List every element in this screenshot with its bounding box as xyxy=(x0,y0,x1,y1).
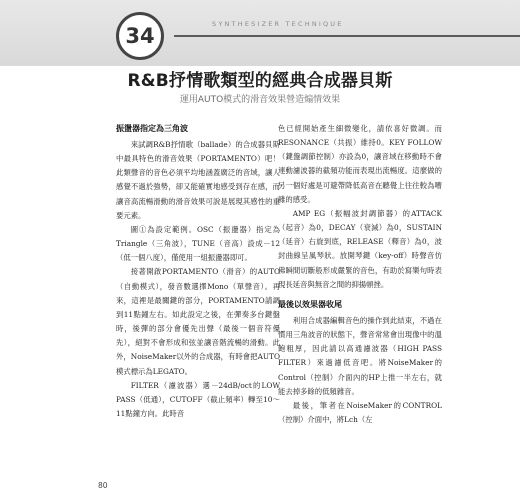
section-heading-effects: 最後以效果器收尾 xyxy=(278,299,342,309)
body-paragraph: 色已經開始產生細微變化，請依喜好微調。而RESONANCE（共振）維持0。KEY FOLLOW（鍵盤調節控制）亦設為0，讓音域在移動時不會連動濾波器的截頻功能而表現出流暢度。這麼做的另一個好處是可避帶降低高音在聽覺上往往較為嘈雜的感受。 xyxy=(278,124,442,204)
right-column xyxy=(278,122,442,427)
left-column xyxy=(116,122,280,421)
page-subtitle: 運用AUTO模式的滑音效果營造煽情效果 xyxy=(179,95,341,105)
body-paragraph: FILTER（濾波器）選－24dB/oct的LOW PASS（低通），CUTOFF（截止頻率）轉至10～11點鐘方向。此時音 xyxy=(116,380,280,418)
body-paragraph: 最後，筆者在NoiseMaker的CONTROL（控制）介面中，將Lch（左 xyxy=(278,400,442,424)
series-label: SYNTHESIZER TECHNIQUE xyxy=(212,20,344,28)
page-number: 80 xyxy=(98,481,108,490)
section-heading-oscillator: 振盪器指定為三角波 xyxy=(116,124,188,133)
body-paragraph: 接著開啟PORTAMENTO（滑音）的AUTO（自動模式），發音數選擇Mono（單聲音）。再來，這裡是最關鍵的部分，PORTAMENTO請調到11點鐘左右。如此設定之後，在彈奏多台鍵盤時，後彈的部分會優先出聲（最後一個音符優先），絕對不會形成和弦並讓音階流暢的滑動。此外，NoiseMaker以外的合成器，有時會把AUTO模式標示為LEGATO。 xyxy=(116,267,280,376)
body-paragraph: AMP EG（振幅波封調節器）的ATTACK（起音）為0，DECAY（衰減）為0，SUSTAIN（延音）右旋到底，RELEASE（釋音）為0，波封曲線呈風琴狀。放開琴鍵（key-off）時聲音仿佛瞬間切斷般形成嚴緊的音色，有助於寫樂句時表現長延音與無音之間的抑揚頓挫。 xyxy=(278,208,442,289)
chapter-number: 34 xyxy=(125,24,155,48)
body-paragraph: 利用合成器編輯音色的操作到此結束，不過在慣用三角波音的狀態下，聲音常常會出現像中的溫飽粗厚，因此請以高通濾波器（HIGH PASS FILTER）來過濾低音吧。將NoiseMaker的Control（控制）介面內的HP上推一半左右，就能去掉多餘的低頻雜音。 xyxy=(278,315,442,396)
chapter-badge xyxy=(116,12,164,60)
header-rule xyxy=(174,35,520,37)
body-paragraph: 來試調R&B抒情歌（ballade）的合成器貝斯中最具特色的滑音效果（PORTAMENTO）吧！此類聲音的音色必須平均地涵蓋廣泛的音域，讓人感覺不過於強勢，卻又能確實地感受到存在感，而讓音高流暢滑動的滑音效果可說是展現其感性的重要元素。 xyxy=(116,140,280,220)
page-title: R&B抒情歌類型的經典合成器貝斯 xyxy=(127,71,393,91)
header-band xyxy=(0,0,520,66)
body-paragraph: 圖①為設定範例。OSC（振盪器）指定為Triangle（三角波），TUNE（音高）設成－12（低一個八度），僅使用一組振盪器即可。 xyxy=(116,224,280,263)
